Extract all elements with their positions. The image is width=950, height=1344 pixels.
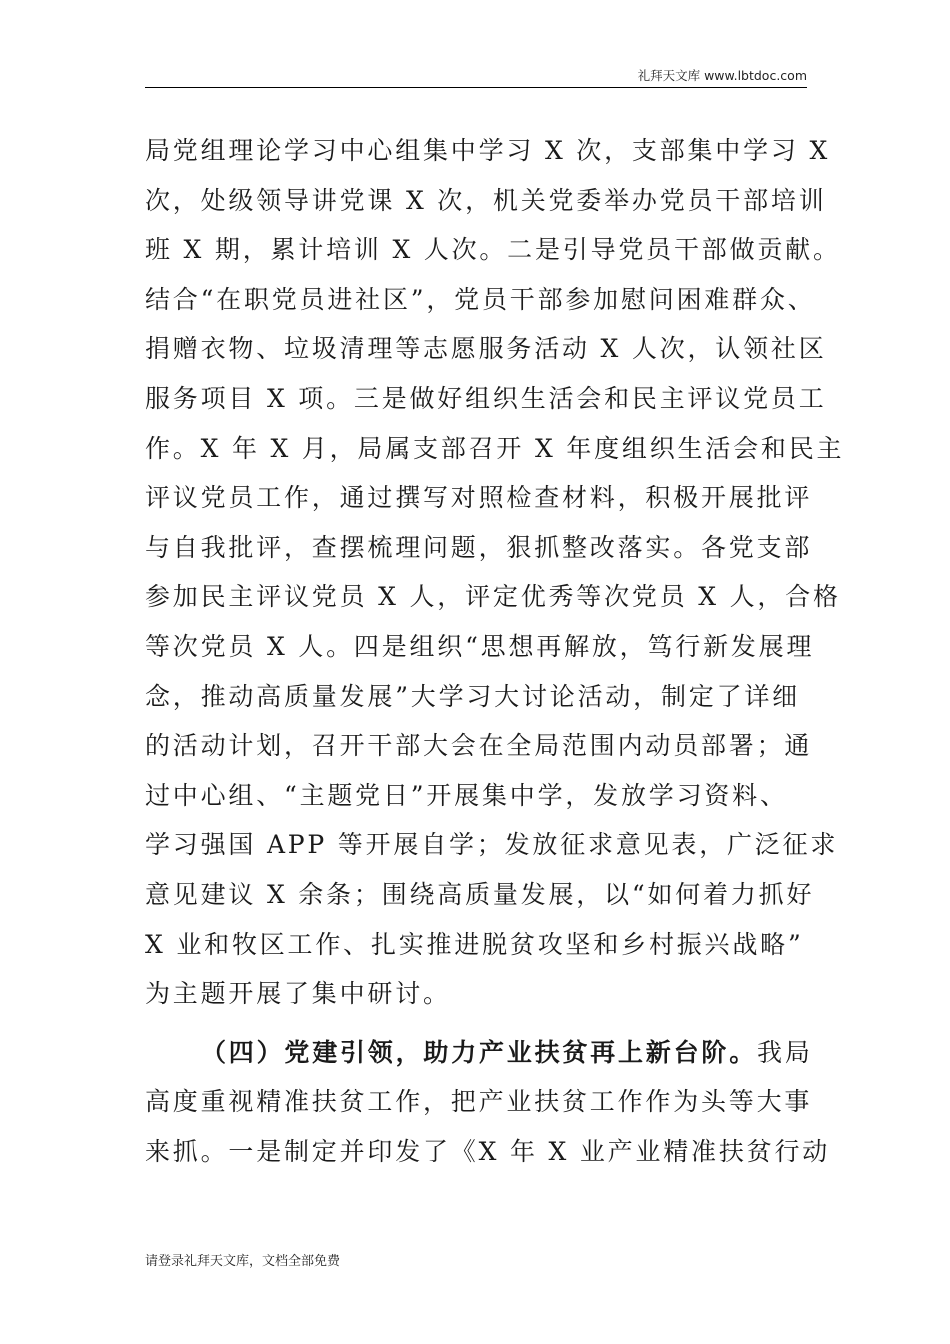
text-line: 与自我批评，查摆梳理问题，狠抓整改落实。各党支部 xyxy=(145,532,813,562)
text-line: 作。X 年 X 月，局属支部召开 X 年度组织生活会和民主 xyxy=(145,433,845,463)
text-line: 评议党员工作，通过撰写对照检查材料，积极开展批评 xyxy=(145,483,813,513)
text-line: 的活动计划，召开干部大会在全局范围内动员部署；通 xyxy=(145,731,813,761)
text-line: 等次党员 X 人。四是组织“思想再解放，笃行新发展理 xyxy=(145,631,815,661)
page-header xyxy=(145,66,807,86)
text-line: 次，处级领导讲党课 X 次，机关党委举办党员干部培训 xyxy=(145,185,827,215)
page-footer xyxy=(145,1250,340,1269)
text-line: 捐赠衣物、垃圾清理等志愿服务活动 X 人次，认领社区 xyxy=(145,334,827,364)
text-line: X 业和牧区工作、扎实推进脱贫攻坚和乡村振兴战略” xyxy=(145,929,804,959)
section-heading: （四）党建引领，助力产业扶贫再上新台阶。 xyxy=(201,1037,758,1067)
text-line: 局党组理论学习中心组集中学习 X 次，支部集中学习 X xyxy=(145,136,831,165)
paragraph-2 xyxy=(145,1028,831,1177)
text-line: 服务项目 X 项。三是做好组织生活会和民主评议党员工 xyxy=(145,383,827,413)
text-line: 参加民主评议党员 X 人，评定优秀等次党员 X 人，合格 xyxy=(145,582,841,612)
text-line: 学习强国 APP 等开展自学；发放征求意见表，广泛征求 xyxy=(145,830,839,860)
text-fragment: 我局 xyxy=(757,1037,813,1067)
text-line: 班 X 期，累计培训 X 人次。二是引导党员干部做贡献。 xyxy=(145,235,841,265)
text-line: 意见建议 X 余条；围绕高质量发展，以“如何着力抓好 xyxy=(145,879,815,909)
header-site-text: 礼拜天文库 www.lbtdoc.com xyxy=(637,68,807,83)
paragraph-1 xyxy=(145,126,845,1019)
text-line: 为主题开展了集中研讨。 xyxy=(145,979,451,1009)
document-body xyxy=(145,126,845,1176)
text-line: 高度重视精准扶贫工作，把产业扶贫工作作为头等大事 xyxy=(145,1087,813,1117)
text-line: 来抓。一是制定并印发了《X 年 X 业产业精准扶贫行动 xyxy=(145,1136,831,1166)
paragraph-2-first-line xyxy=(145,1028,813,1078)
header-divider xyxy=(145,87,807,88)
text-line: 过中心组、“主题党日”开展集中学，发放学习资料、 xyxy=(145,780,788,810)
footer-text: 请登录礼拜天文库，文档全部免费 xyxy=(145,1254,341,1269)
text-line: 结合“在职党员进社区”，党员干部参加慰问困难群众、 xyxy=(145,284,816,314)
text-line: 念，推动高质量发展”大学习大讨论活动，制定了详细 xyxy=(145,681,800,711)
